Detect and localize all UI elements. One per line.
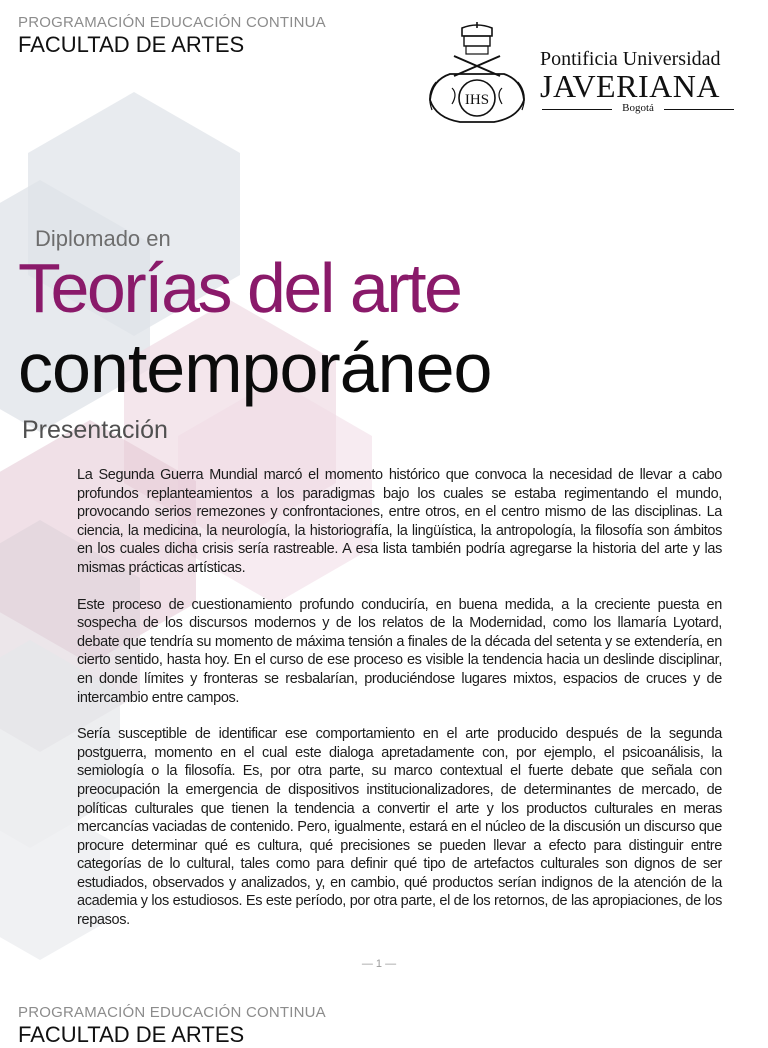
university-name-line2: JAVERIANA [540, 68, 720, 104]
university-city: Bogotá [540, 102, 736, 114]
university-seal-icon [422, 22, 532, 128]
program-label: PROGRAMACIÓN EDUCACIÓN CONTINUA [18, 14, 326, 31]
header [18, 14, 326, 58]
paragraph: Este proceso de cuestionamiento profundo conduciría, en buena medida, a la creciente puesta en sospecha de los discursos modernos y de los relatos de la Modernidad, como los llamaría Lyotard, debate que tendría su momento de máxima tensión a finales de la década del setenta y se extendería, en cierto sentido, hasta hoy. En el curso de ese proceso es visible la tendencia hacia un deslinde disciplinar, en donde límites y fronteras se resbalarían, produciéndose lugares mixtos, espacios de cruces y de intercambio entre campos. [77, 596, 722, 706]
section-heading: Presentación [22, 416, 168, 444]
footer [18, 1004, 326, 1048]
paragraph: Sería susceptible de identificar ese comportamiento en el arte producido después de la segunda postguerra, momento en el cual este dialoga apretadamente con, por ejemplo, el psicoanálisis, la semiología o la filosofía. Es, por otra parte, su marco contextual el fuerte debate que señala con preocupación la emergencia de dispositivos institucionalizadores, de determinantes de mercado, de políticas culturales que tienen la tendencia a convertir el arte y los productos culturales en meras mercancías vaciadas de contenido. Pero, igualmente, estará en el núcleo de la discusión un discurso que procure determinar qué es cultura, qué precisiones se pueden llevar a efecto para distinguir entre categorías de lo cultural, tales como para definir qué tipo de artefactos culturales son dignos de ser estudiados, observados y analizados, y, en cambio, qué productos serían indignos de la atención de la academia y los estudiosos. Es este período, por otra parte, el de los retornos, de las apropiaciones, de los repasos. [77, 726, 722, 929]
seal-monogram: IHS [464, 92, 490, 108]
paragraph: La Segunda Guerra Mundial marcó el momento histórico que convoca la necesidad de llevar a cabo profundos replanteamientos a los paradigmas bajo los cuales se estaba regimentando el mundo, provocando serios remezones y confrontaciones, entre otros, en el centro mismo de las disciplinas. La ciencia, la medicina, la neurología, la historiografía, la lingüística, la antropología, la filosofía son ámbitos en los cuales dicha crisis sería rastreable. A esa lista también podría agregarse la historia del arte y las mismas prácticas artísticas. [77, 467, 722, 576]
diploma-pretitle: Diplomado en [35, 226, 171, 251]
page-number: — 1 — [361, 958, 397, 970]
body-text [77, 466, 722, 948]
footer-faculty-label: FACULTAD DE ARTES [18, 1022, 245, 1047]
university-name-line1: Pontificia Universidad [540, 48, 721, 70]
faculty-label: FACULTAD DE ARTES [18, 32, 245, 57]
title-line1: Teorías del arte [18, 249, 461, 327]
title-line2: contemporáneo [18, 329, 492, 407]
footer-program-label: PROGRAMACIÓN EDUCACIÓN CONTINUA [18, 1004, 326, 1021]
university-logo [422, 22, 742, 130]
